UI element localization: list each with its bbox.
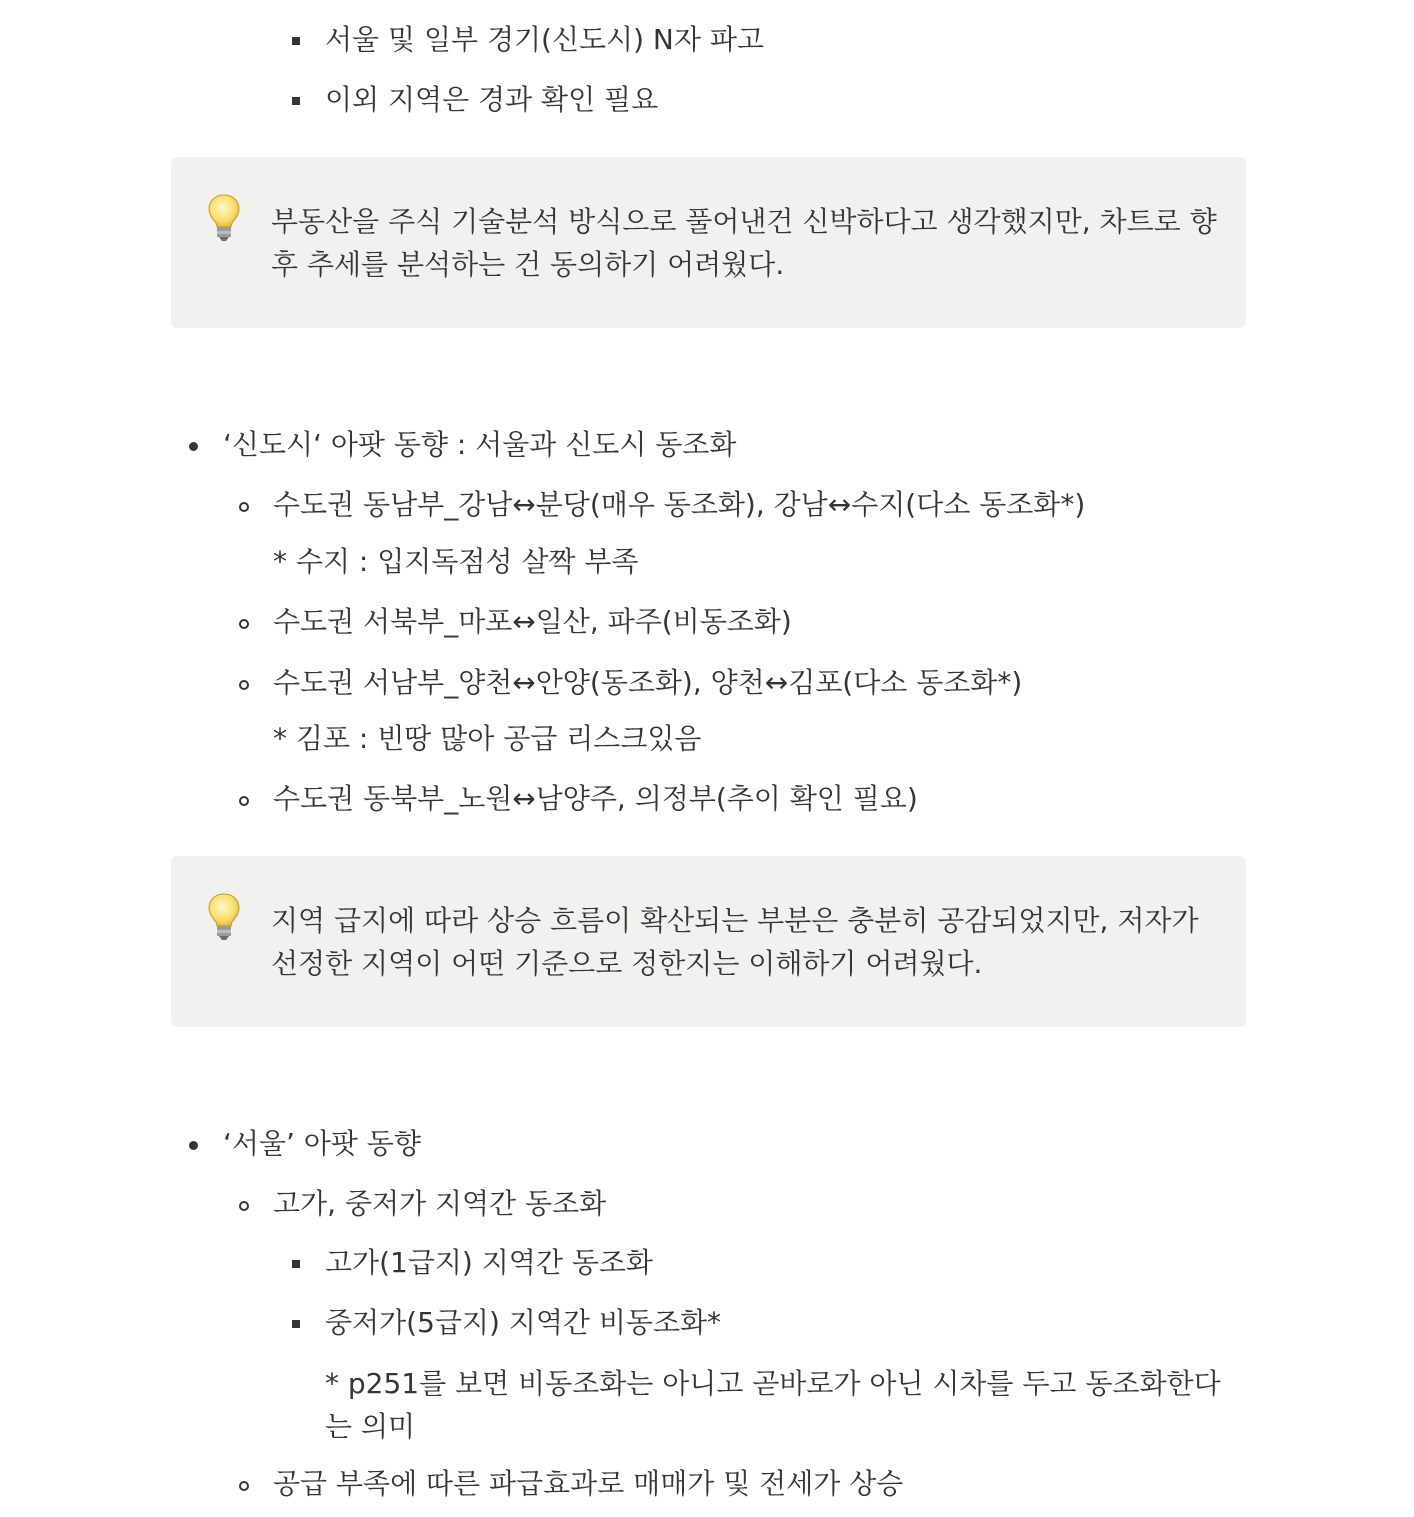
note-text: * 김포 : 빈땅 많아 공급 리스크있음 [273, 722, 702, 755]
circle-bullet-icon [239, 680, 249, 690]
circle-bullet-icon [239, 1481, 249, 1491]
bullet-icon [189, 1141, 198, 1150]
lightbulb-icon [207, 193, 241, 243]
list-item: 고가, 중저가 지역간 동조화 [273, 1187, 607, 1220]
lightbulb-icon [207, 892, 241, 942]
list-item: 수도권 동북부_노원↔남양주, 의정부(추이 확인 필요) [273, 782, 918, 815]
list-item: 서울 및 일부 경기(신도시) N자 파고 [325, 23, 764, 56]
circle-bullet-icon [239, 1201, 249, 1211]
list-item: 공급 부족에 따른 파급효과로 매매가 및 전세가 상승 [273, 1467, 904, 1500]
list-item: 수도권 서남부_양천↔안양(동조화), 양천↔김포(다소 동조화*) [273, 666, 1023, 699]
callout-text: 부동산을 주식 기술분석 방식으로 풀어낸건 신박하다고 생각했지만, 차트로 향후 추세를 분석하는 건 동의하기 어려웠다. [271, 205, 1217, 281]
list-item: 중저가(5급지) 지역간 비동조화* [325, 1306, 722, 1339]
square-bullet-icon [292, 1260, 300, 1268]
circle-bullet-icon [239, 502, 249, 512]
square-bullet-icon [292, 1320, 300, 1328]
list-item: 이외 지역은 경과 확인 필요 [325, 83, 659, 116]
callout-box [171, 157, 1246, 328]
circle-bullet-icon [239, 619, 249, 629]
note-text: * 수지 : 입지독점성 살짝 부족 [273, 545, 639, 578]
bullet-icon [189, 442, 198, 451]
note-text: * p251를 보면 비동조화는 아니고 곧바로가 아닌 시차를 두고 동조화한다는 의미 [325, 1367, 1221, 1443]
callout-text: 지역 급지에 따라 상승 흐름이 확산되는 부분은 충분히 공감되었지만, 저자가 선정한 지역이 어떤 기준으로 정한지는 이해하기 어려웠다. [271, 904, 1199, 980]
list-item: 수도권 서북부_마포↔일산, 파주(비동조화) [273, 605, 792, 638]
list-item: 고가(1급지) 지역간 동조화 [325, 1246, 653, 1279]
square-bullet-icon [292, 97, 300, 105]
section-heading: ‘신도시‘ 아팟 동향 : 서울과 신도시 동조화 [223, 428, 737, 461]
section-heading: ‘서울’ 아팟 동향 [223, 1127, 421, 1160]
circle-bullet-icon [239, 796, 249, 806]
square-bullet-icon [292, 37, 300, 45]
list-item: 수도권 동남부_강남↔분당(매우 동조화), 강남↔수지(다소 동조화*) [273, 488, 1086, 521]
callout-box [171, 856, 1246, 1027]
